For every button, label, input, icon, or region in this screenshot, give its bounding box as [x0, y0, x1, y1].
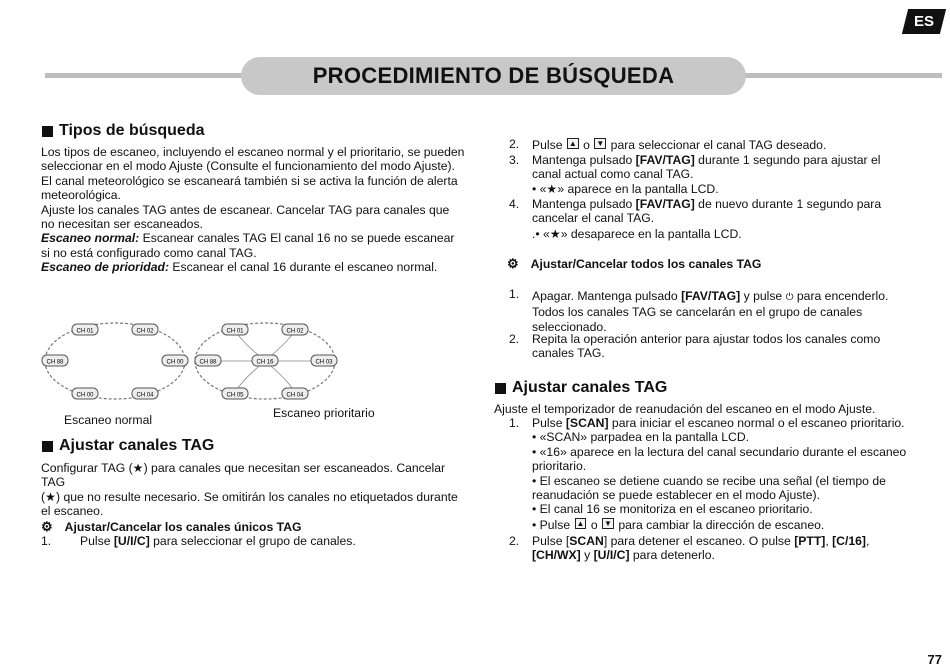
svg-text:CH 02: CH 02 — [136, 328, 154, 335]
channel-node — [282, 324, 308, 335]
step-text: Pulse ▲ o ▼ para seleccionar el canal TAG deseado. — [532, 138, 827, 152]
page-title: PROCEDIMIENTO DE BÚSQUEDA — [241, 57, 746, 95]
channel-node — [311, 355, 337, 366]
step-number: 4. — [509, 197, 520, 211]
subheading-todos: ⚙ Ajustar/Cancelar todos los canales TAG — [507, 256, 762, 271]
down-key-icon: ▼ — [596, 139, 605, 148]
step-text: Pulse [SCAN] para iniciar el escaneo normal o el escaneo prioritario. • «SCAN» parpadea en la pantalla LCD. • «16» aparece en la lectura del canal secundario durante el escaneo prioritario. • El escaneo se detiene cuando se recibe una señal (el tiempo de reanudación se puede establecer en el modo Ajuste). • El canal 16 se monitoriza en el escaneo prioritario. • Pulse ▲ o ▼ para cambiar la dirección de escaneo. — [532, 416, 907, 532]
channel-node — [72, 324, 98, 335]
svg-text:CH 03: CH 03 — [315, 359, 333, 366]
svg-text:CH 88: CH 88 — [46, 359, 64, 366]
channel-node — [222, 388, 248, 399]
step-number: 1. — [509, 416, 520, 430]
step-number: 2. — [509, 137, 520, 151]
down-key-icon: ▼ — [604, 518, 612, 528]
channel-node — [132, 388, 158, 399]
step-text: Apagar. Mantenga pulsado [FAV/TAG] y pulse ⏻ para encenderlo. Todos los canales TAG se cancelarán en el grupo de canales seleccionado. — [532, 289, 889, 334]
svg-text:CH 00: CH 00 — [166, 359, 184, 366]
star-icon: ★ — [45, 489, 56, 504]
scan-intro: Ajuste el temporizador de reanudación del escaneo en el modo Ajuste. — [494, 402, 876, 416]
square-bullet-icon — [42, 441, 53, 452]
svg-text:CH 04: CH 04 — [136, 392, 154, 399]
ajustar-paragraph: Configurar TAG (★) para canales que necesitan ser escaneados. Cancelar TAG (★) que no resulte necesario. Se omitirán los canales no etiquetados durante el escaneo. — [41, 461, 458, 519]
channel-node — [132, 324, 158, 335]
svg-text:CH 01: CH 01 — [226, 328, 244, 335]
svg-text:CH 01: CH 01 — [76, 328, 94, 335]
section-heading-ajustar-scan: Ajustar canales TAG — [495, 379, 667, 397]
svg-text:CH 04: CH 04 — [286, 392, 304, 399]
channel-node — [195, 355, 221, 366]
gear-icon: ⚙ — [41, 519, 53, 534]
channel-node — [252, 355, 278, 366]
scan-diagram — [40, 315, 345, 410]
language-badge: ES — [902, 9, 946, 34]
header-rule-right — [742, 73, 942, 78]
caption-normal: Escaneo normal — [64, 413, 153, 427]
star-icon: ★ — [132, 461, 144, 475]
gear-icon: ⚙ — [507, 256, 519, 271]
square-bullet-icon — [42, 126, 53, 137]
page-number: 77 — [927, 652, 942, 667]
subheading-unicos: ⚙ Ajustar/Cancelar los canales únicos TAG — [41, 519, 302, 534]
step-number: 2. — [509, 332, 520, 346]
power-icon: ⏻ — [785, 292, 794, 303]
channel-node — [162, 355, 188, 366]
step-text: Mantenga pulsado [FAV/TAG] de nuevo durante 1 segundo para cancelar el canal TAG. .• «★» desaparece en la pantalla LCD. — [532, 197, 882, 241]
up-key-icon: ▲ — [568, 139, 577, 148]
section-heading-ajustar: Ajustar canales TAG — [42, 437, 214, 455]
step-number: 1. — [509, 287, 520, 301]
caption-priority: Escaneo prioritario — [273, 406, 375, 420]
tipos-paragraph: Los tipos de escaneo, incluyendo el escaneo normal y el prioritario, se pueden seleccionar en el modo Ajuste (Consulte el funcionamiento del modo Ajuste). El canal meteorológico se escaneará también si se activa la función de alerta meteorológica. Ajuste los canales TAG antes de escanear. Cancelar TAG para canales que no necesitan ser escaneados. Escaneo normal: Escanear canales TAG El canal 16 no se puede escanear si no está configurado como canal TAG. Escaneo de prioridad: Escanear el canal 16 durante el escaneo normal. — [41, 145, 465, 275]
square-bullet-icon — [495, 383, 506, 394]
step-number: 1. — [41, 534, 52, 548]
channel-node — [282, 388, 308, 399]
header-rule-left — [45, 73, 245, 78]
channel-node — [72, 388, 98, 399]
step-text: Pulse [SCAN] para detener el escaneo. O pulse [PTT], [C/16], [CH/WX] y [U/I/C] para detenerlo. — [532, 534, 870, 563]
up-key-icon: ▲ — [576, 518, 585, 528]
step-text: Repita la operación anterior para ajustar todos los canales como canales TAG. — [532, 332, 881, 361]
svg-text:CH 05: CH 05 — [226, 392, 244, 399]
svg-text:CH 02: CH 02 — [286, 328, 304, 335]
step-text: Mantenga pulsado [FAV/TAG] durante 1 segundo para ajustar el canal actual como canal TAG. • «★» aparece en la pantalla LCD. — [532, 153, 881, 196]
svg-text:CH 00: CH 00 — [76, 392, 94, 399]
channel-node — [42, 355, 68, 366]
step-number: 2. — [509, 534, 520, 548]
section-heading-tipos: Tipos de búsqueda — [42, 122, 205, 140]
channel-node — [222, 324, 248, 335]
step-text: Pulse [U/I/C] para seleccionar el grupo de canales. — [80, 534, 356, 548]
svg-text:CH 16: CH 16 — [256, 359, 274, 366]
svg-text:CH 88: CH 88 — [199, 359, 217, 366]
step-number: 3. — [509, 153, 520, 167]
